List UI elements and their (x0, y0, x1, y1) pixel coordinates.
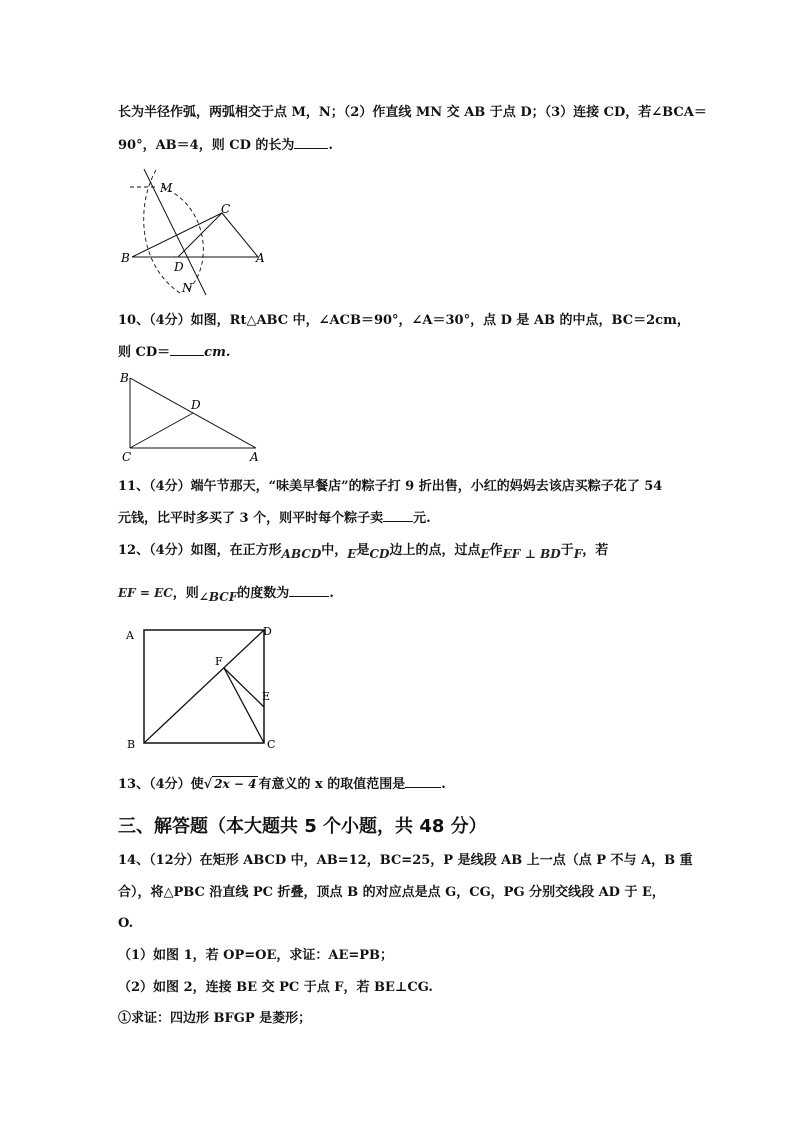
label-d: D (191, 398, 201, 412)
q10-figure (118, 368, 268, 466)
q12-text: . (329, 586, 334, 601)
label-d: D (174, 260, 184, 274)
q12-text: 是 (356, 543, 370, 558)
q12-text: 边上的点，过点 (389, 543, 481, 558)
q12-math: ∠BCF (198, 590, 238, 604)
radicand: 2x − 4 (214, 777, 257, 791)
label-f: F (215, 655, 223, 668)
label-c: C (267, 738, 276, 751)
q12-math: E (347, 547, 357, 561)
q11-line2-end: 元. (413, 511, 431, 526)
q14-line2: 合），将△PBC 沿直线 PC 折叠，顶点 B 的对应点是点 G，CG，PG 分别交线段 AD 于 E， (118, 885, 665, 900)
label-a: A (250, 450, 259, 464)
label-c: C (122, 450, 132, 464)
q9-line2 (118, 136, 333, 155)
label-b: B (120, 371, 129, 385)
q12-math: F (573, 547, 583, 561)
section-title: 三、解答题（本大题共 5 个小题，共 48 分） (118, 816, 487, 837)
answer-blank (294, 136, 328, 149)
q12-math: EF ⊥ BD (502, 547, 561, 561)
q11-line1: 11、（4分）端午节那天，“味美早餐店”的粽子打 9 折出售，小红的妈妈去该店买粽子花了 54 (118, 479, 663, 494)
q12-line2 (118, 584, 334, 603)
q12-math: CD (369, 547, 390, 561)
q9-line2-end: . (328, 138, 333, 153)
q14-line1: 14、（12分）在矩形 ABCD 中，AB=12，BC=25，P 是线段 AB 上一点（点 P 不与 A，B 重 (118, 853, 693, 868)
q10-line2-text: 则 CD＝ (118, 345, 171, 360)
q14-sub1: （1）如图 1，若 OP=OE，求证：AE=PB； (118, 948, 394, 963)
q13-text: . (441, 777, 446, 792)
q12-figure (118, 620, 288, 755)
q10-line1: 10、（4分）如图，Rt△ABC 中，∠ACB＝90°，∠A＝30°，点 D 是 AB 的中点，BC＝2cm， (118, 313, 690, 328)
q12-text: ，若 (582, 543, 609, 558)
q9-figure (118, 165, 278, 300)
q11-line2 (118, 509, 431, 528)
label-d: D (263, 625, 272, 638)
label-m: M (160, 181, 173, 195)
q11-line2-text: 元钱，比平时多买了 3 个，则平时每个粽子卖 (118, 511, 384, 526)
answer-blank (289, 584, 329, 597)
q12-math: EF = EC (118, 586, 173, 600)
label-e: E (262, 690, 271, 703)
answer-blank (405, 775, 441, 788)
q14-sub3: ①求证：四边形 BFGP 是菱形； (118, 1011, 312, 1026)
label-b: B (127, 738, 136, 751)
q10-line2 (118, 343, 230, 362)
q13-text: 13、（4分）使 (118, 777, 204, 792)
q13-text: 有意义的 x 的取值范围是 (258, 777, 406, 792)
sqrt-expression: √ 2x − 4 (203, 777, 257, 792)
label-n: N (182, 281, 193, 295)
label-a: A (126, 629, 134, 642)
q12-text: 作 (489, 543, 503, 558)
q12-math: ABCD (281, 547, 322, 561)
q12-text: 于 (560, 543, 574, 558)
label-b: B (121, 251, 130, 265)
q12-text: 中， (321, 543, 348, 558)
q12-line1 (118, 541, 608, 560)
q9-line2-text: 90°，AB＝4，则 CD 的长为 (118, 138, 295, 153)
q12-math: E (480, 547, 490, 561)
q10-line2-end: cm. (204, 345, 231, 360)
q12-text: 的度数为 (237, 586, 290, 601)
label-a: A (256, 251, 265, 265)
q13-line (118, 775, 446, 794)
q9-line1: 长为半径作弧，两弧相交于点 M，N；（2）作直线 MN 交 AB 于点 D；（3）连接 CD，若∠BCA＝ (118, 105, 707, 120)
q14-line3: O. (118, 916, 134, 931)
q12-text: 12、（4分）如图，在正方形 (118, 543, 282, 558)
q14-sub2: （2）如图 2，连接 BE 交 PC 于点 F，若 BE⊥CG. (118, 980, 433, 995)
label-c: C (221, 202, 231, 216)
answer-blank (383, 509, 413, 522)
answer-blank (170, 343, 204, 356)
q12-text: ，则 (172, 586, 199, 601)
